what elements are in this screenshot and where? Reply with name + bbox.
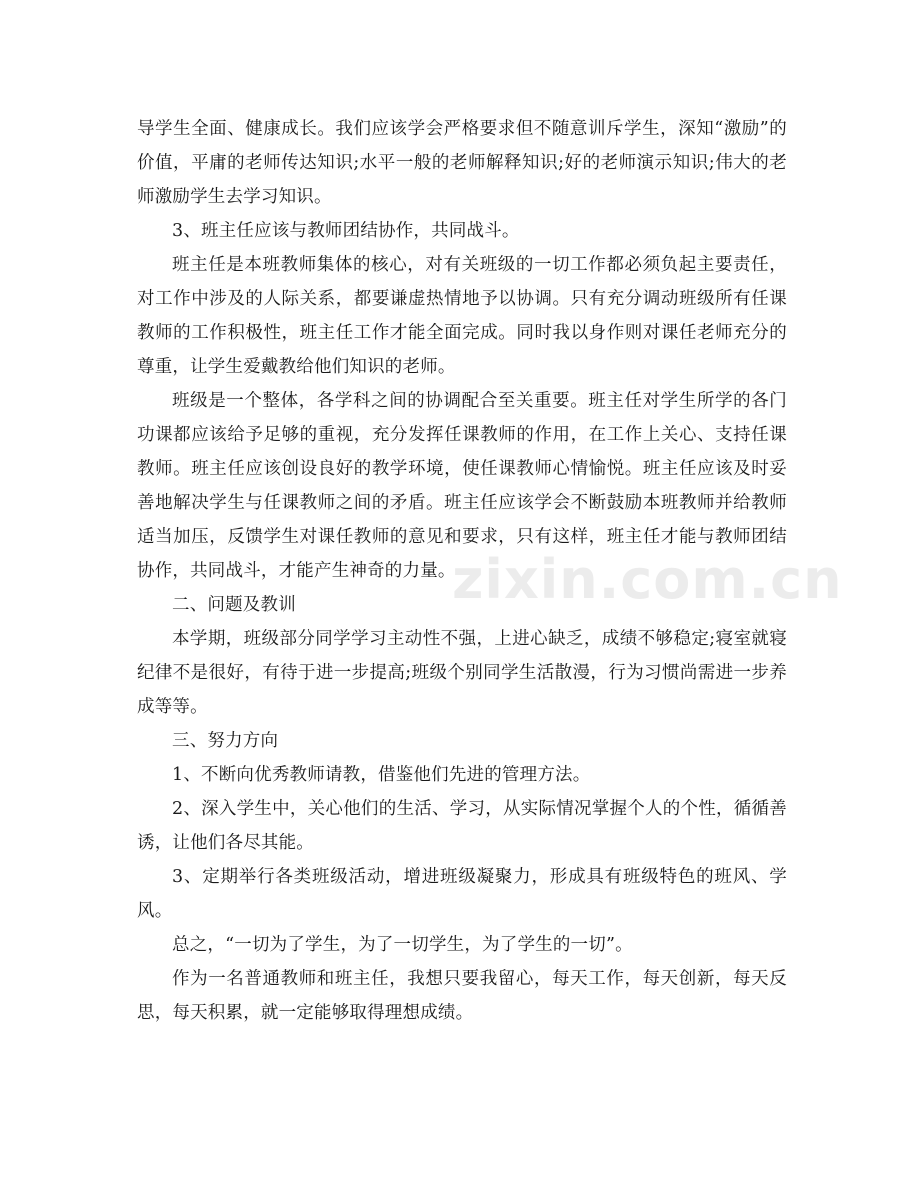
paragraph-problems: 本学期，班级部分同学学习主动性不强，上进心缺乏，成绩不够稳定;寝室就寝纪律不是很好，有待于进一步提高;班级个别同学生活散漫，行为习惯尚需进一步养成等等。 xyxy=(137,629,787,717)
paragraph-point-3-heading: 3、班主任应该与教师团结协作，共同战斗。 xyxy=(172,221,520,241)
paragraph-head-teacher-core: 班主任是本班教师集体的核心，对有关班级的一切工作都必须负起主要责任，对工作中涉及的人际关系，都要谦虚热情地予以协调。只有充分调动班级所有任课教师的工作积极性，班主任工作才能全面完成。同时我以身作则对课任老师充分的尊重，让学生爱戴教给他们知识的老师。 xyxy=(137,255,787,377)
document-body xyxy=(137,112,787,1030)
section-heading-problems: 二、问题及教训 xyxy=(172,595,296,615)
paragraph-class-whole: 班级是一个整体，各学科之间的协调配合至关重要。班主任对学生所学的各门功课都应该给予足够的重视，充分发挥任课教师的作用，在工作上关心、支持任课教师。班主任应该创设良好的教学环境，使任课教师心情愉悦。班主任应该及时妥善地解决学生与任课教师之间的矛盾。班主任应该学会不断鼓励本班教师并给教师适当加压，反馈学生对课任教师的意见和要求，只有这样，班主任才能与教师团结协作，共同战斗，才能产生神奇的力量。 xyxy=(137,391,787,581)
list-item-direction-1: 1、不断向优秀教师请教，借鉴他们先进的管理方法。 xyxy=(172,765,591,785)
paragraph-conclusion: 作为一名普通教师和班主任，我想只要我留心，每天工作，每天创新，每天反思，每天积累，就一定能够取得理想成绩。 xyxy=(137,969,787,1023)
section-heading-direction: 三、努力方向 xyxy=(172,731,279,751)
paragraph-summary-quote: 总之，“一切为了学生，为了一切学生，为了学生的一切”。 xyxy=(172,935,633,955)
list-item-direction-3: 3、定期举行各类班级活动，增进班级凝聚力，形成具有班级特色的班风、学风。 xyxy=(137,867,787,921)
paragraph-intro-continuation: 导学生全面、健康成长。我们应该学会严格要求但不随意训斥学生，深知“激励”的价值，平庸的老师传达知识;水平一般的老师解释知识;好的老师演示知识;伟大的老师激励学生去学习知识。 xyxy=(137,119,787,207)
watermark: zixin.com.cn xyxy=(452,548,843,611)
list-item-direction-2: 2、深入学生中，关心他们的生活、学习，从实际情况掌握个人的个性，循循善诱，让他们各尽其能。 xyxy=(137,799,787,853)
